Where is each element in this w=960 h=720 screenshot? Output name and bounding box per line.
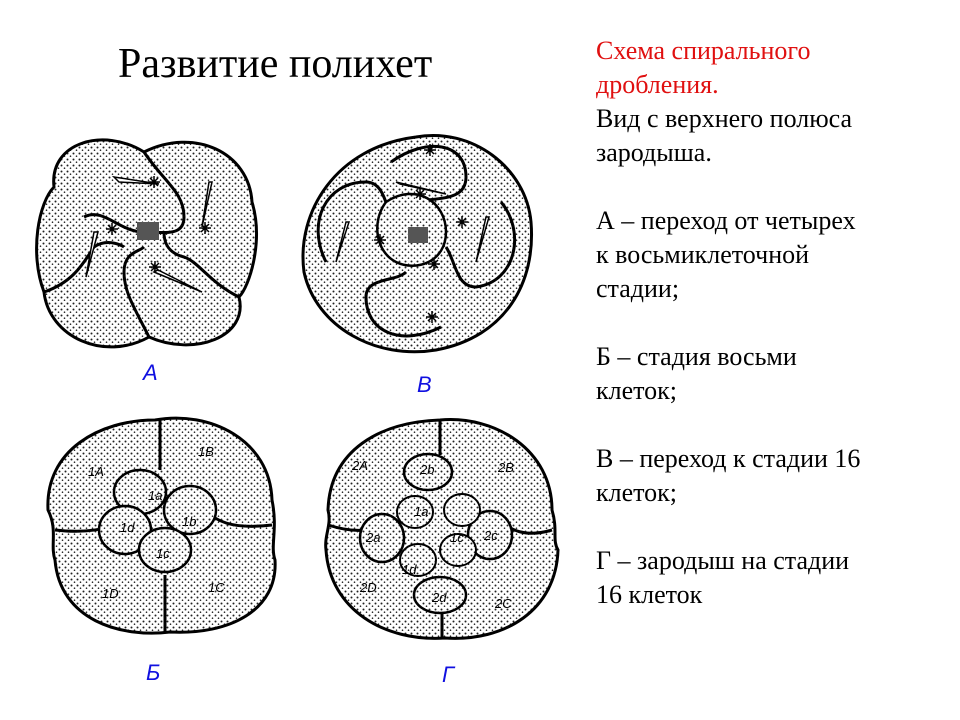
cell-2b: 2b — [420, 462, 435, 477]
cell-1c: 1c — [156, 546, 170, 561]
cell-1c: 1c — [450, 530, 464, 545]
scheme-heading-1: Схема спирального — [596, 36, 811, 65]
cell-2C: 2C — [495, 596, 512, 611]
description-text — [596, 34, 946, 612]
cell-1C: 1C — [208, 580, 225, 595]
a-line-3: стадии; — [596, 274, 680, 303]
b-line-2: клеток; — [596, 376, 678, 405]
cell-1d: 1d — [402, 562, 417, 577]
cell-2B: 2B — [498, 460, 514, 475]
view-line-2: зародыша. — [596, 138, 712, 167]
g-line-2: 16 клеток — [596, 580, 703, 609]
label-b: Б — [146, 660, 161, 685]
scheme-heading-2: дробления. — [596, 70, 719, 99]
view-line-1: Вид с верхнего полюса — [596, 104, 853, 133]
label-v: В — [417, 372, 432, 397]
cell-2D: 2D — [360, 580, 377, 595]
label-g: Г — [442, 662, 454, 687]
cell-2c: 2c — [484, 528, 498, 543]
cell-1a: 1a — [148, 488, 163, 503]
v-line-2: клеток; — [596, 478, 678, 507]
a-line-1: А – переход от четырех — [596, 206, 856, 235]
cell-2A: 2A — [352, 458, 368, 473]
diagram-b-eight-cells — [40, 410, 280, 650]
cell-1A: 1A — [88, 464, 104, 479]
cell-1d: 1d — [120, 520, 135, 535]
cell-1B: 1B — [198, 444, 214, 459]
cell-2a: 2a — [366, 530, 381, 545]
page-title: Развитие полихет — [118, 41, 433, 87]
cell-1a: 1a — [414, 504, 429, 519]
g-line-1: Г – зародыш на стадии — [596, 546, 850, 575]
diagram-g-sixteen-cells — [320, 410, 560, 650]
cell-outline — [37, 140, 257, 347]
label-a: А — [143, 360, 158, 385]
v-line-1: В – переход к стадии 16 — [596, 444, 861, 473]
b-line-1: Б – стадия восьми — [596, 342, 797, 371]
cell-2d: 2d — [432, 590, 447, 605]
cell-1D: 1D — [102, 586, 119, 601]
cell-1b: 1b — [182, 514, 197, 529]
diagram-v-transition-16 — [296, 122, 536, 362]
diagram-a-four-to-eight — [24, 122, 264, 362]
a-line-2: к восьмиклеточной — [596, 240, 810, 269]
